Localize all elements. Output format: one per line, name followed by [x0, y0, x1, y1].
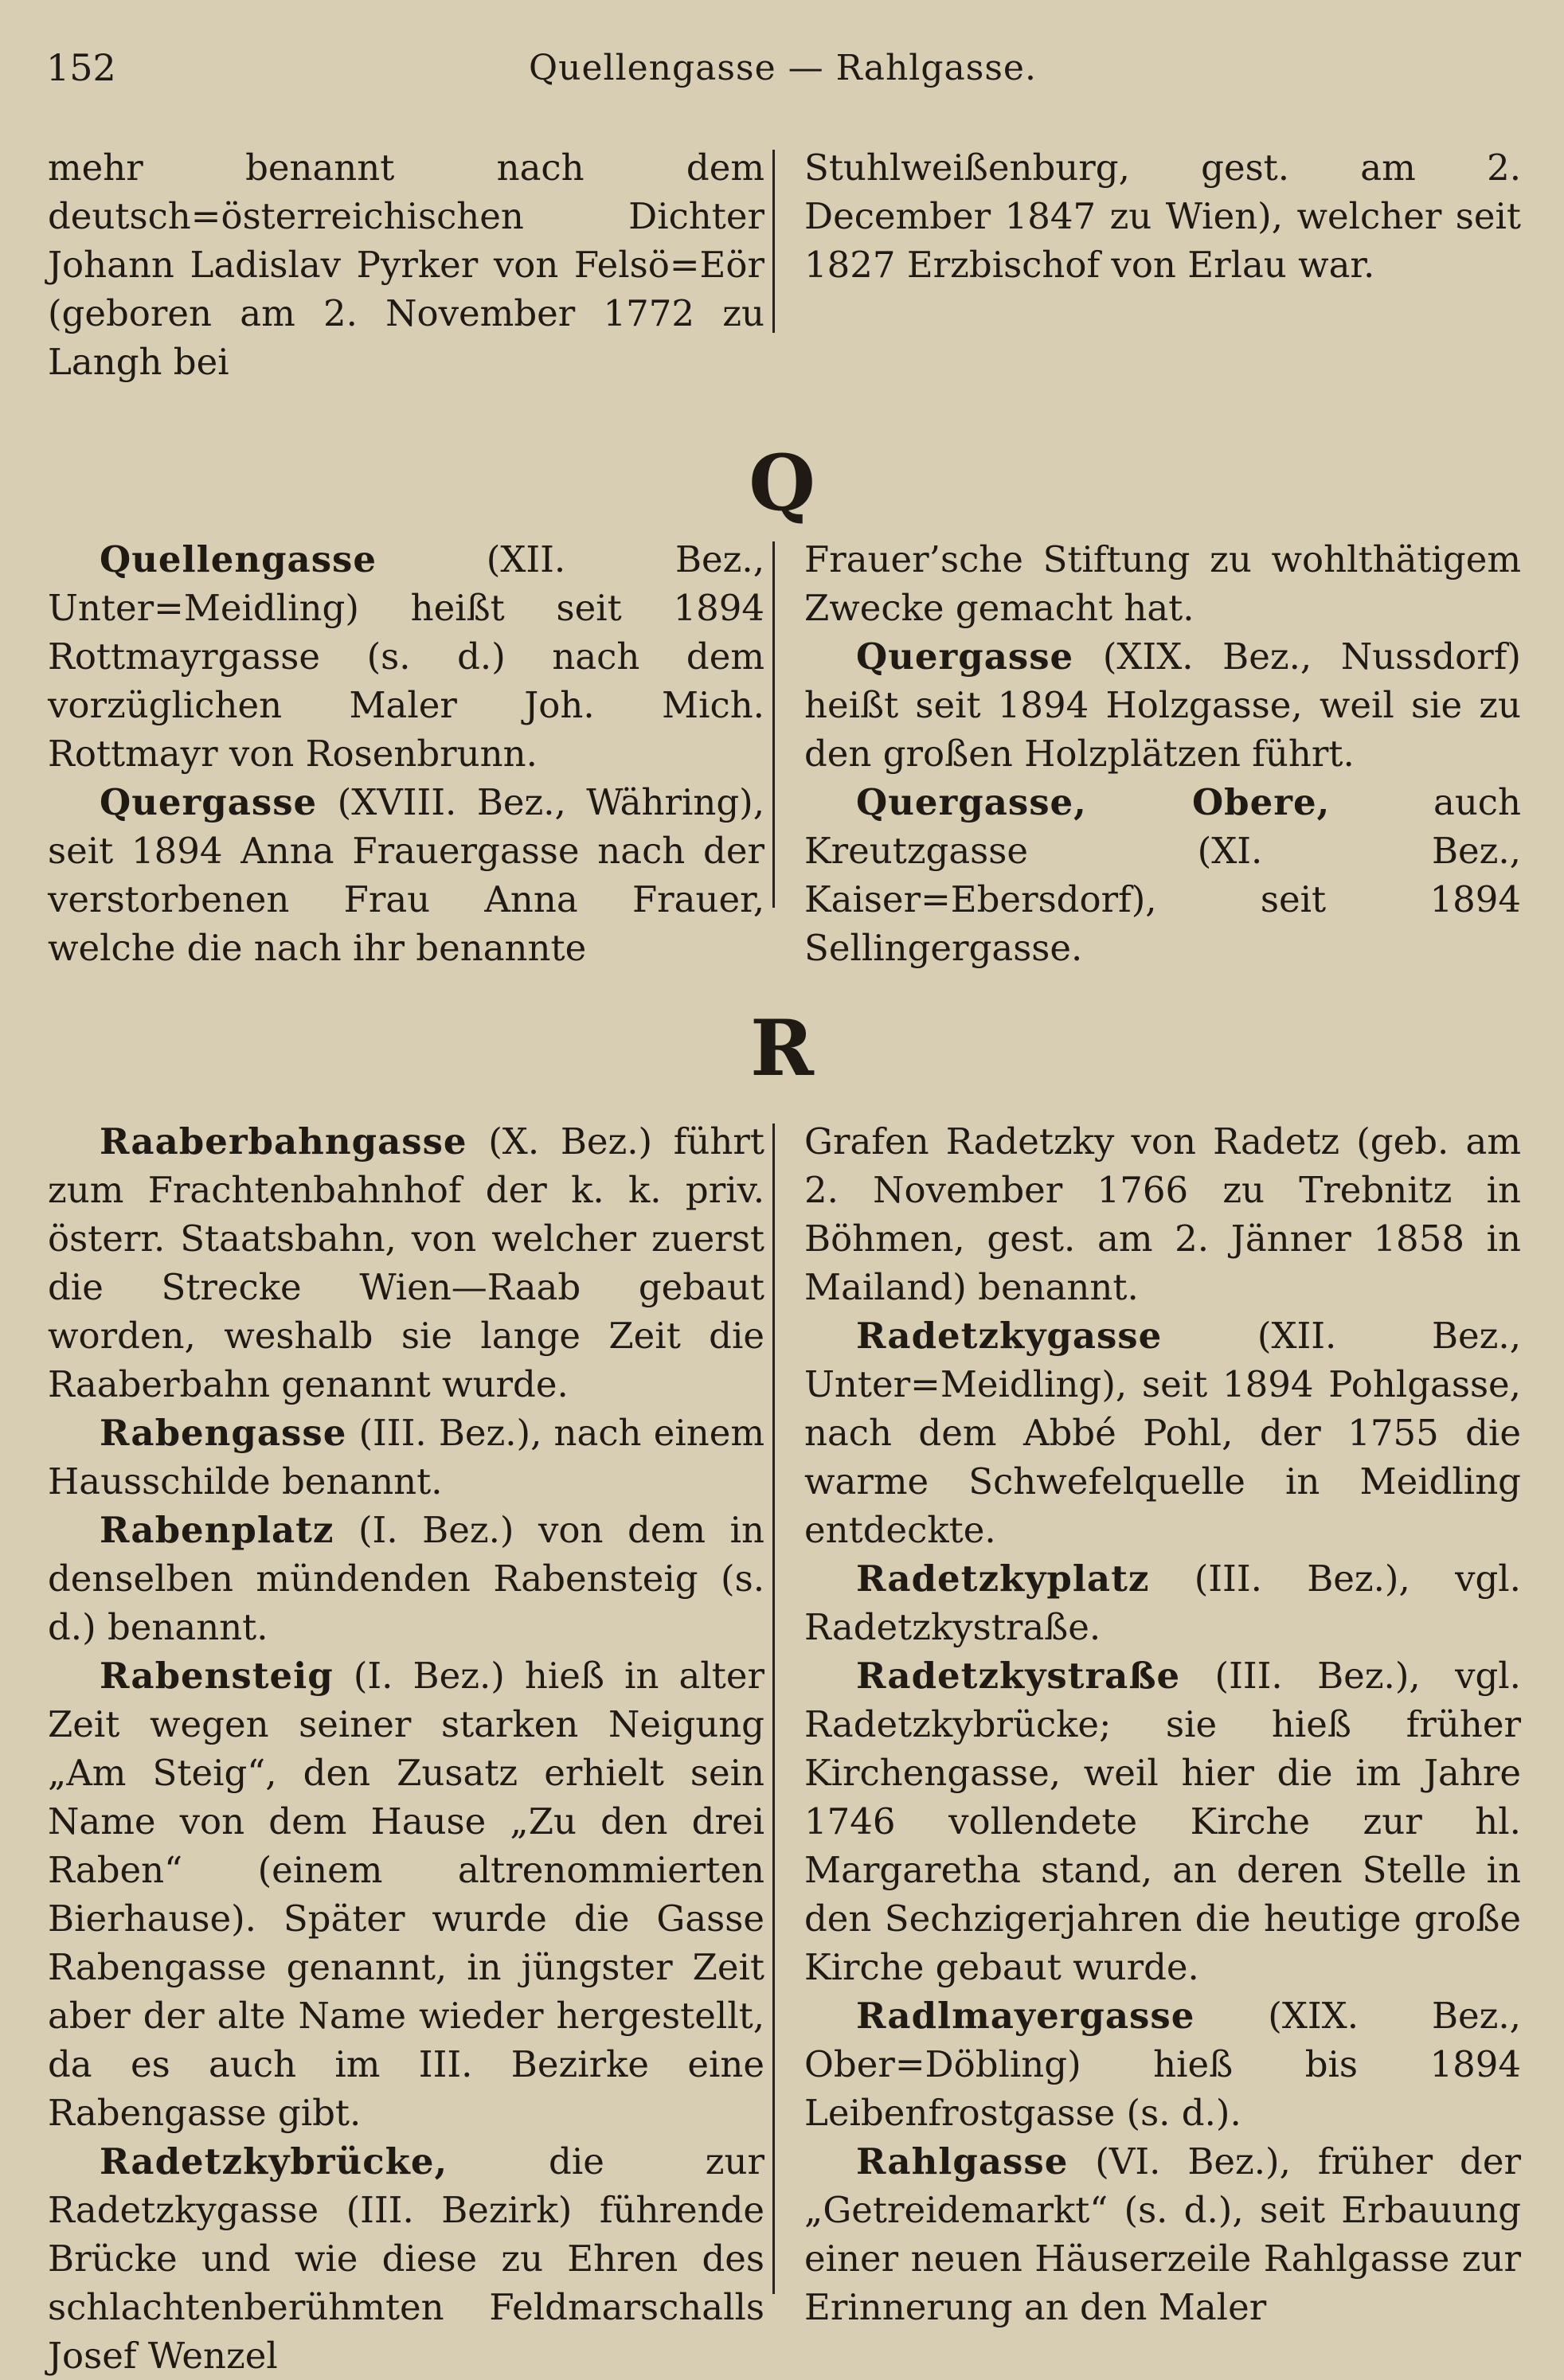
running-title: Quellengasse — Rahlgasse.: [529, 48, 1037, 88]
entry-lemma: Rabensteig: [100, 1655, 334, 1697]
section-q: [48, 535, 1521, 969]
column-rule: [772, 541, 775, 908]
entry-lemma: Radetzkystraße: [856, 1655, 1181, 1697]
entry-text: (III. Bez.), nach einem Hausschilde benannt.: [48, 1412, 764, 1503]
entry-text: (XIX. Bez., Nussdorf) heißt seit 1894 Holzgasse, weil sie zu den großen Holzplätzen führt.: [804, 635, 1521, 775]
entry-text: Frauer’sche Stiftung zu wohlthätigem Zwecke gemacht hat.: [804, 538, 1521, 629]
entry-lemma: Radetzkygasse: [856, 1315, 1163, 1357]
entry-text: Grafen Radetzky von Radetz (geb. am 2. November 1766 zu Trebnitz in Böhmen, gest. am 2. Jänner 1858 in Mailand) benannt.: [804, 1120, 1521, 1308]
entry-text: (I. Bez.) von dem in denselben mündenden Rabensteig (s. d.) benannt.: [48, 1509, 764, 1648]
dictionary-entry: [48, 1409, 764, 1506]
entry-lemma: Raaberbahngasse: [100, 1120, 467, 1163]
entry-lemma: Quergasse: [100, 781, 318, 823]
entry-lemma: Radlmayergasse: [856, 1995, 1195, 2037]
entry-text: (III. Bez.), vgl. Radetzkybrücke; sie hieß früher Kirchengasse, weil hier die im Jahre 1746 vollendete Kirche zur hl. Margaretha stand, an deren Stelle in den Sechzigerjahren die heutige große Kirche gebaut wurde.: [804, 1655, 1521, 1988]
dictionary-entry: [48, 778, 764, 972]
entry-text: die zur Radetzkygasse (III. Bezirk) führende Brücke und wie diese zu Ehren des schlachtenberühmten Feldmarschalls Josef Wenzel: [48, 2140, 764, 2377]
right-column: [804, 535, 1521, 972]
dictionary-entry: [804, 1117, 1521, 1311]
entry-text: (VI. Bez.), früher der „Getreidemarkt“ (s. d.), seit Erbauung einer neuen Häuserzeile Rahlgasse zur Erinnerung an den Maler: [804, 2140, 1521, 2328]
left-column: [48, 535, 764, 972]
dictionary-entry: [48, 1506, 764, 1651]
dictionary-entry: [48, 2137, 764, 2380]
column-rule: [772, 150, 775, 333]
entry-lemma: Quellengasse: [100, 538, 377, 580]
dictionary-entry: [804, 1554, 1521, 1651]
left-column: [48, 1117, 764, 2380]
entry-text: (XVIII. Bez., Währing), seit 1894 Anna Frauergasse nach der verstorbenen Frau Anna Frauer, welche die nach ihr benannte: [48, 781, 764, 969]
dictionary-entry: [804, 535, 1521, 632]
dictionary-entry: [804, 2137, 1521, 2331]
dictionary-entry: [804, 1651, 1521, 1991]
entry-lemma: Rabenplatz: [100, 1509, 334, 1551]
entry-text: Stuhlweißenburg, gest. am 2. December 1847 zu Wien), welcher seit 1827 Erzbischof von Erlau war.: [804, 147, 1521, 286]
entry-text: (XIX. Bez., Ober=Döbling) hieß bis 1894 Leibenfrostgasse (s. d.).: [804, 1995, 1521, 2134]
section-letter-q: Q: [749, 438, 815, 528]
dictionary-entry: [804, 143, 1521, 289]
entry-lemma: Rahlgasse: [856, 2140, 1069, 2183]
section-letter-r: R: [750, 1003, 814, 1093]
entry-text: (XII. Bez., Unter=Meidling), seit 1894 Pohlgasse, nach dem Abbé Pohl, der 1755 die warme Schwefelquelle in Meidling entdeckte.: [804, 1315, 1521, 1551]
dictionary-entry: [48, 143, 764, 386]
dictionary-entry: [48, 1117, 764, 1409]
entry-text: (X. Bez.) führt zum Frachtenbahnhof der k. k. priv. österr. Staatsbahn, von welcher zuerst die Strecke Wien—Raab gebaut worden, weshalb sie lange Zeit die Raaberbahn genannt wurde.: [48, 1120, 764, 1405]
dictionary-entry: [804, 632, 1521, 778]
entry-text: mehr benannt nach dem deutsch=österreichischen Dichter Johann Ladislav Pyrker von Felsö=Eör (geboren am 2. November 1772 zu Langh bei: [48, 147, 764, 383]
entry-text: (I. Bez.) hieß in alter Zeit wegen seiner starken Neigung „Am Steig“, den Zusatz erhielt sein Name von dem Hause „Zu den drei Raben“ (einem altrenommierten Bierhause). Später wurde die Gasse Rabengasse genannt, in jüngster Zeit aber der alte Name wieder hergestellt, da es auch im III. Bezirke eine Rabengasse gibt.: [48, 1655, 764, 2134]
entry-text: auch Kreutzgasse (XI. Bez., Kaiser=Ebersdorf), seit 1894 Sellingergasse.: [804, 781, 1521, 969]
dictionary-entry: [48, 1651, 764, 2137]
entry-lemma: Quergasse: [856, 635, 1074, 678]
dictionary-entry: [804, 778, 1521, 972]
left-column: [48, 143, 764, 386]
dictionary-entry: [804, 1311, 1521, 1554]
dictionary-entry: [48, 535, 764, 778]
entry-lemma: Quergasse, Obere,: [856, 781, 1331, 823]
column-rule: [772, 1124, 775, 2294]
dictionary-entry: [804, 1991, 1521, 2137]
section-r: [48, 1117, 1521, 2377]
right-column: [804, 1117, 1521, 2331]
entry-lemma: Radetzkybrücke,: [100, 2140, 448, 2183]
entry-text: (III. Bez.), vgl. Radetzkystraße.: [804, 1557, 1521, 1648]
page-number: 152: [46, 46, 116, 89]
entry-lemma: Rabengasse: [100, 1412, 347, 1454]
block-p-continuation: [48, 143, 1521, 383]
entry-lemma: Radetzkyplatz: [856, 1557, 1150, 1600]
page-header: [46, 46, 1519, 94]
right-column: [804, 143, 1521, 289]
entry-text: (XII. Bez., Unter=Meidling) heißt seit 1894 Rottmayrgasse (s. d.) nach dem vorzüglichen Maler Joh. Mich. Rottmayr von Rosenbrunn.: [48, 538, 764, 775]
